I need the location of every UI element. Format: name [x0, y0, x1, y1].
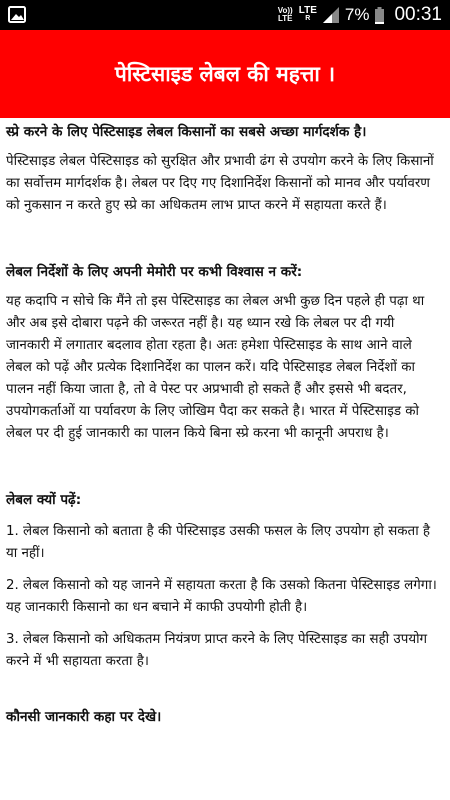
section-heading: कौनसी जानकारी कहा पर देखे। — [6, 709, 162, 725]
list-item: 2. लेबल किसानो को यह जानने में सहायता करता है कि उसको कितना पेस्टिसाइड लगेगा। यह जानकारी किसानो का धन बचाने में काफी उपयोगी होती है। — [6, 578, 437, 615]
clock: 00:31 — [394, 4, 442, 25]
section-paragraph: पेस्टिसाइड लेबल पेस्टिसाइड को सुरक्षित और प्रभावी ढंग से उपयोग करने के लिए किसानों का सर्वोत्तम मार्गदर्शक है। लेबल पर दिए गए दिशानिर्देश किसानों को मानव और पर्यावरण को नुकसान न करते हुए स्प्रे का अधिकतम लाभ प्राप्त करने में सहायता करते हैं। — [6, 154, 434, 213]
article-content[interactable] — [0, 118, 450, 800]
section-heading: स्प्रे करने के लिए पेस्टिसाइड लेबल किसानों का सबसे अच्छा मार्गदर्शक है। — [6, 124, 367, 140]
signal-icon — [323, 7, 339, 23]
battery-percentage: 7% — [344, 5, 370, 24]
page-title: पेस्टिसाइड लेबल की महत्ता । — [114, 62, 336, 86]
lte-roaming-indicator: LTE R — [298, 5, 317, 22]
section-heading: लेबल क्यों पढ़ें: — [6, 492, 82, 508]
volte-indicator: Vo)) LTE — [277, 6, 293, 23]
page-header — [0, 30, 450, 118]
battery-icon — [375, 7, 384, 24]
list-item: 3. लेबल किसानो को अधिकतम नियंत्रण प्राप्त करने के लिए पेस्टिसाइड का सही उपयोग करने में भी सहायता करता है। — [6, 632, 428, 669]
section-paragraph: यह कदापि न सोचे कि मैंने तो इस पेस्टिसाइड का लेबल अभी कुछ दिन पहले ही पढ़ा था और अब इसे दोबारा पढ़ने की जरूरत नहीं है। यह ध्यान रखे कि लेबल पर दी गयी जानकारी में लगातार बदलाव होता रहता है। अतः हमेशा पेस्टिसाइड के साथ आने वाले लेबल को पढ़ें और प्रत्येक दिशानिर्देश का पालन करें। यदि पेस्टिसाइड लेबल निर्देशों का पालन नहीं किया जाता है, तो वे पेस्ट पर अप्रभावी हो सकते हैं और इससे भी बदतर, उपयोगकर्ताओं या पर्यावरण के लिए जोखिम पैदा कर सकते है। भारत में पेस्टिसाइड को लेबल पर दी हुई जानकारी का पालन किये बिना स्प्रे करना भी कानूनी अपराध है। — [6, 294, 425, 441]
list-item: 1. लेबल किसानो को बताता है की पेस्टिसाइड उसकी फसल के लिए उपयोग हो सकता है या नहीं। — [6, 524, 431, 561]
section-heading: लेबल निर्देशों के लिए अपनी मेमोरी पर कभी विश्वास न करें: — [6, 264, 303, 280]
status-bar — [0, 0, 450, 30]
notification-image-icon — [8, 6, 26, 23]
